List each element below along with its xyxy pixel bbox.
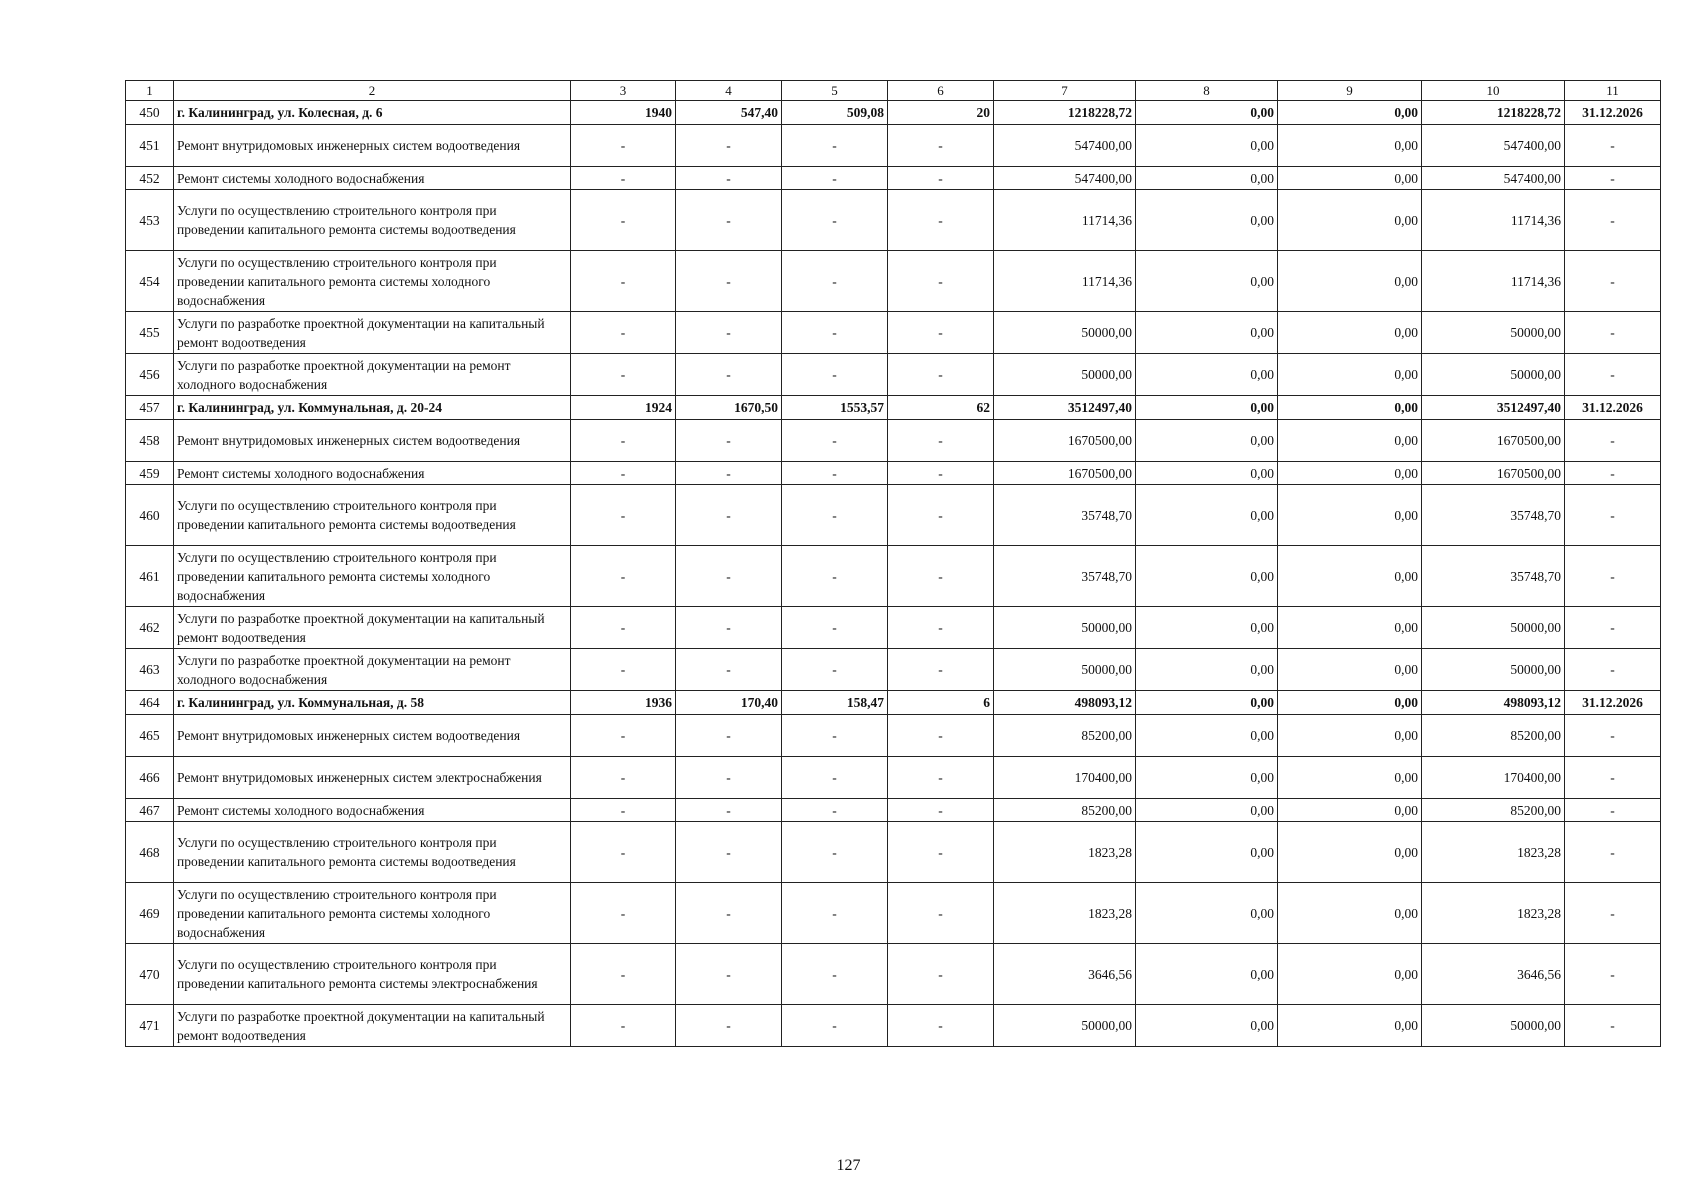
other-share-cell: 0,00 [1278,883,1422,944]
completion-date-cell: 31.12.2026 [1565,691,1661,715]
regional-fund-cell: 547400,00 [1422,125,1565,167]
name-cell: Услуги по разработке проектной документации на капитальный ремонт водоотведения [174,1005,571,1047]
column-number-cell: 9 [1278,81,1422,101]
area-living-cell: - [782,757,888,799]
work-row [126,883,1661,944]
completion-date-cell: - [1565,354,1661,396]
name-cell: Услуги по осуществлению строительного контроля при проведении капитального ремонта системы холодного водоснабжения [174,251,571,312]
row-number-cell: 467 [126,799,174,822]
work-row [126,125,1661,167]
other-share-cell: 0,00 [1278,485,1422,546]
column-number-cell: 8 [1136,81,1278,101]
row-number-cell: 455 [126,312,174,354]
area-living-cell: - [782,883,888,944]
row-number-cell: 468 [126,822,174,883]
area-total-cell: - [676,420,782,462]
year-cell: - [571,462,676,485]
residents-cell: - [888,883,994,944]
area-living-cell: - [782,125,888,167]
row-number-cell: 459 [126,462,174,485]
total-cost-cell: 1670500,00 [994,462,1136,485]
name-cell: Ремонт внутридомовых инженерных систем водоотведения [174,715,571,757]
regional-fund-cell: 85200,00 [1422,715,1565,757]
residents-cell: - [888,649,994,691]
completion-date-cell: - [1565,420,1661,462]
year-cell: - [571,312,676,354]
work-row [126,485,1661,546]
row-number-cell: 453 [126,190,174,251]
completion-date-cell: - [1565,125,1661,167]
capital-repair-table [125,80,1661,1047]
fund-share-cell: 0,00 [1136,354,1278,396]
completion-date-cell: - [1565,1005,1661,1047]
completion-date-cell: - [1565,607,1661,649]
area-total-cell: - [676,125,782,167]
area-total-cell: - [676,799,782,822]
area-total-cell: - [676,462,782,485]
row-number-cell: 456 [126,354,174,396]
column-number-cell: 10 [1422,81,1565,101]
regional-fund-cell: 50000,00 [1422,354,1565,396]
completion-date-cell: - [1565,167,1661,190]
residents-cell: - [888,312,994,354]
completion-date-cell: - [1565,649,1661,691]
area-total-cell: - [676,822,782,883]
fund-share-cell: 0,00 [1136,462,1278,485]
name-cell: Ремонт внутридомовых инженерных систем водоотведения [174,420,571,462]
year-cell: - [571,799,676,822]
column-number-cell: 11 [1565,81,1661,101]
name-cell: г. Калининград, ул. Коммунальная, д. 58 [174,691,571,715]
row-number-cell: 464 [126,691,174,715]
year-cell: - [571,190,676,251]
area-living-cell: - [782,607,888,649]
address-row [126,101,1661,125]
area-living-cell: - [782,715,888,757]
work-row [126,649,1661,691]
total-cost-cell: 50000,00 [994,607,1136,649]
completion-date-cell: - [1565,799,1661,822]
row-number-cell: 460 [126,485,174,546]
row-number-cell: 461 [126,546,174,607]
residents-cell: - [888,822,994,883]
area-total-cell: - [676,607,782,649]
residents-cell: - [888,485,994,546]
year-cell: - [571,822,676,883]
total-cost-cell: 85200,00 [994,799,1136,822]
name-cell: г. Калининград, ул. Коммунальная, д. 20-24 [174,396,571,420]
regional-fund-cell: 3512497,40 [1422,396,1565,420]
row-number-cell: 466 [126,757,174,799]
completion-date-cell: - [1565,822,1661,883]
completion-date-cell: - [1565,715,1661,757]
work-row [126,167,1661,190]
work-row [126,944,1661,1005]
fund-share-cell: 0,00 [1136,944,1278,1005]
area-living-cell: - [782,462,888,485]
other-share-cell: 0,00 [1278,251,1422,312]
fund-share-cell: 0,00 [1136,649,1278,691]
other-share-cell: 0,00 [1278,546,1422,607]
total-cost-cell: 547400,00 [994,125,1136,167]
total-cost-cell: 11714,36 [994,251,1136,312]
column-number-cell: 1 [126,81,174,101]
name-cell: Ремонт системы холодного водоснабжения [174,799,571,822]
residents-cell: 6 [888,691,994,715]
year-cell: - [571,354,676,396]
completion-date-cell: - [1565,485,1661,546]
fund-share-cell: 0,00 [1136,420,1278,462]
total-cost-cell: 35748,70 [994,546,1136,607]
total-cost-cell: 1823,28 [994,883,1136,944]
fund-share-cell: 0,00 [1136,715,1278,757]
other-share-cell: 0,00 [1278,715,1422,757]
name-cell: Ремонт внутридомовых инженерных систем электроснабжения [174,757,571,799]
work-row [126,354,1661,396]
row-number-cell: 470 [126,944,174,1005]
work-row [126,757,1661,799]
row-number-cell: 457 [126,396,174,420]
area-total-cell: - [676,546,782,607]
residents-cell: - [888,607,994,649]
name-cell: г. Калининград, ул. Колесная, д. 6 [174,101,571,125]
work-row [126,251,1661,312]
residents-cell: - [888,799,994,822]
residents-cell: - [888,125,994,167]
regional-fund-cell: 547400,00 [1422,167,1565,190]
column-number-cell: 2 [174,81,571,101]
regional-fund-cell: 170400,00 [1422,757,1565,799]
area-total-cell: - [676,190,782,251]
other-share-cell: 0,00 [1278,354,1422,396]
work-row [126,607,1661,649]
work-row [126,462,1661,485]
regional-fund-cell: 1670500,00 [1422,420,1565,462]
name-cell: Услуги по разработке проектной документации на ремонт холодного водоснабжения [174,649,571,691]
area-living-cell: - [782,420,888,462]
other-share-cell: 0,00 [1278,757,1422,799]
year-cell: - [571,944,676,1005]
year-cell: - [571,251,676,312]
column-number-cell: 6 [888,81,994,101]
regional-fund-cell: 50000,00 [1422,312,1565,354]
total-cost-cell: 547400,00 [994,167,1136,190]
work-row [126,715,1661,757]
total-cost-cell: 3646,56 [994,944,1136,1005]
residents-cell: - [888,715,994,757]
other-share-cell: 0,00 [1278,822,1422,883]
residents-cell: - [888,190,994,251]
area-living-cell: - [782,799,888,822]
year-cell: - [571,715,676,757]
completion-date-cell: - [1565,546,1661,607]
area-total-cell: - [676,167,782,190]
area-living-cell: - [782,1005,888,1047]
fund-share-cell: 0,00 [1136,101,1278,125]
regional-fund-cell: 3646,56 [1422,944,1565,1005]
residents-cell: 20 [888,101,994,125]
row-number-cell: 452 [126,167,174,190]
column-number-cell: 3 [571,81,676,101]
area-total-cell: - [676,757,782,799]
name-cell: Услуги по осуществлению строительного контроля при проведении капитального ремонта системы холодного водоснабжения [174,883,571,944]
work-row [126,312,1661,354]
regional-fund-cell: 1823,28 [1422,883,1565,944]
residents-cell: - [888,462,994,485]
total-cost-cell: 50000,00 [994,354,1136,396]
regional-fund-cell: 35748,70 [1422,546,1565,607]
area-total-cell: - [676,354,782,396]
area-living-cell: - [782,485,888,546]
total-cost-cell: 1823,28 [994,822,1136,883]
area-total-cell: 170,40 [676,691,782,715]
row-number-cell: 462 [126,607,174,649]
area-living-cell: 1553,57 [782,396,888,420]
year-cell: 1924 [571,396,676,420]
area-total-cell: - [676,883,782,944]
column-number-cell: 5 [782,81,888,101]
year-cell: - [571,883,676,944]
area-total-cell: - [676,1005,782,1047]
other-share-cell: 0,00 [1278,312,1422,354]
residents-cell: - [888,354,994,396]
year-cell: - [571,485,676,546]
total-cost-cell: 498093,12 [994,691,1136,715]
completion-date-cell: - [1565,462,1661,485]
total-cost-cell: 50000,00 [994,1005,1136,1047]
completion-date-cell: - [1565,883,1661,944]
work-row [126,799,1661,822]
regional-fund-cell: 1823,28 [1422,822,1565,883]
other-share-cell: 0,00 [1278,691,1422,715]
year-cell: - [571,649,676,691]
completion-date-cell: - [1565,757,1661,799]
area-living-cell: - [782,251,888,312]
completion-date-cell: - [1565,251,1661,312]
area-living-cell: 158,47 [782,691,888,715]
work-row [126,1005,1661,1047]
regional-fund-cell: 35748,70 [1422,485,1565,546]
fund-share-cell: 0,00 [1136,757,1278,799]
area-living-cell: - [782,649,888,691]
completion-date-cell: 31.12.2026 [1565,101,1661,125]
area-living-cell: - [782,190,888,251]
area-total-cell: - [676,649,782,691]
other-share-cell: 0,00 [1278,462,1422,485]
other-share-cell: 0,00 [1278,799,1422,822]
area-living-cell: - [782,944,888,1005]
area-total-cell: 1670,50 [676,396,782,420]
name-cell: Услуги по разработке проектной документации на капитальный ремонт водоотведения [174,607,571,649]
other-share-cell: 0,00 [1278,167,1422,190]
regional-fund-cell: 11714,36 [1422,190,1565,251]
total-cost-cell: 35748,70 [994,485,1136,546]
row-number-cell: 458 [126,420,174,462]
residents-cell: - [888,251,994,312]
work-row [126,822,1661,883]
area-living-cell: - [782,354,888,396]
regional-fund-cell: 50000,00 [1422,1005,1565,1047]
name-cell: Ремонт системы холодного водоснабжения [174,462,571,485]
regional-fund-cell: 50000,00 [1422,607,1565,649]
year-cell: - [571,757,676,799]
column-number-cell: 7 [994,81,1136,101]
row-number-cell: 465 [126,715,174,757]
regional-fund-cell: 1218228,72 [1422,101,1565,125]
year-cell: - [571,420,676,462]
fund-share-cell: 0,00 [1136,691,1278,715]
total-cost-cell: 11714,36 [994,190,1136,251]
residents-cell: - [888,546,994,607]
other-share-cell: 0,00 [1278,944,1422,1005]
name-cell: Услуги по осуществлению строительного контроля при проведении капитального ремонта системы водоотведения [174,822,571,883]
residents-cell: - [888,757,994,799]
fund-share-cell: 0,00 [1136,1005,1278,1047]
completion-date-cell: - [1565,312,1661,354]
other-share-cell: 0,00 [1278,607,1422,649]
residents-cell: - [888,1005,994,1047]
fund-share-cell: 0,00 [1136,485,1278,546]
year-cell: - [571,1005,676,1047]
row-number-cell: 451 [126,125,174,167]
total-cost-cell: 170400,00 [994,757,1136,799]
row-number-cell: 463 [126,649,174,691]
area-living-cell: - [782,546,888,607]
area-total-cell: 547,40 [676,101,782,125]
completion-date-cell: 31.12.2026 [1565,396,1661,420]
year-cell: - [571,607,676,649]
other-share-cell: 0,00 [1278,190,1422,251]
fund-share-cell: 0,00 [1136,396,1278,420]
residents-cell: - [888,420,994,462]
area-total-cell: - [676,251,782,312]
total-cost-cell: 85200,00 [994,715,1136,757]
name-cell: Услуги по осуществлению строительного контроля при проведении капитального ремонта системы электроснабжения [174,944,571,1005]
work-row [126,420,1661,462]
other-share-cell: 0,00 [1278,125,1422,167]
fund-share-cell: 0,00 [1136,190,1278,251]
total-cost-cell: 50000,00 [994,312,1136,354]
name-cell: Услуги по осуществлению строительного контроля при проведении капитального ремонта системы водоотведения [174,485,571,546]
year-cell: 1940 [571,101,676,125]
fund-share-cell: 0,00 [1136,125,1278,167]
year-cell: - [571,167,676,190]
address-row [126,691,1661,715]
other-share-cell: 0,00 [1278,649,1422,691]
regional-fund-cell: 50000,00 [1422,649,1565,691]
regional-fund-cell: 1670500,00 [1422,462,1565,485]
year-cell: - [571,546,676,607]
other-share-cell: 0,00 [1278,101,1422,125]
work-row [126,190,1661,251]
fund-share-cell: 0,00 [1136,799,1278,822]
fund-share-cell: 0,00 [1136,312,1278,354]
area-total-cell: - [676,312,782,354]
total-cost-cell: 50000,00 [994,649,1136,691]
area-total-cell: - [676,715,782,757]
fund-share-cell: 0,00 [1136,607,1278,649]
name-cell: Ремонт системы холодного водоснабжения [174,167,571,190]
regional-fund-cell: 11714,36 [1422,251,1565,312]
area-living-cell: - [782,822,888,883]
year-cell: 1936 [571,691,676,715]
page-number: 127 [836,1157,861,1174]
fund-share-cell: 0,00 [1136,167,1278,190]
column-number-row [126,81,1661,101]
area-living-cell: - [782,312,888,354]
name-cell: Услуги по осуществлению строительного контроля при проведении капитального ремонта системы холодного водоснабжения [174,546,571,607]
name-cell: Ремонт внутридомовых инженерных систем водоотведения [174,125,571,167]
regional-fund-cell: 85200,00 [1422,799,1565,822]
fund-share-cell: 0,00 [1136,822,1278,883]
fund-share-cell: 0,00 [1136,251,1278,312]
fund-share-cell: 0,00 [1136,546,1278,607]
name-cell: Услуги по разработке проектной документации на капитальный ремонт водоотведения [174,312,571,354]
completion-date-cell: - [1565,944,1661,1005]
address-row [126,396,1661,420]
other-share-cell: 0,00 [1278,1005,1422,1047]
column-number-cell: 4 [676,81,782,101]
area-living-cell: 509,08 [782,101,888,125]
residents-cell: 62 [888,396,994,420]
regional-fund-cell: 498093,12 [1422,691,1565,715]
residents-cell: - [888,167,994,190]
row-number-cell: 471 [126,1005,174,1047]
name-cell: Услуги по осуществлению строительного контроля при проведении капитального ремонта системы водоотведения [174,190,571,251]
completion-date-cell: - [1565,190,1661,251]
total-cost-cell: 3512497,40 [994,396,1136,420]
total-cost-cell: 1218228,72 [994,101,1136,125]
other-share-cell: 0,00 [1278,396,1422,420]
area-total-cell: - [676,944,782,1005]
row-number-cell: 450 [126,101,174,125]
row-number-cell: 454 [126,251,174,312]
fund-share-cell: 0,00 [1136,883,1278,944]
total-cost-cell: 1670500,00 [994,420,1136,462]
other-share-cell: 0,00 [1278,420,1422,462]
residents-cell: - [888,944,994,1005]
work-row [126,546,1661,607]
row-number-cell: 469 [126,883,174,944]
name-cell: Услуги по разработке проектной документации на ремонт холодного водоснабжения [174,354,571,396]
area-living-cell: - [782,167,888,190]
area-total-cell: - [676,485,782,546]
year-cell: - [571,125,676,167]
